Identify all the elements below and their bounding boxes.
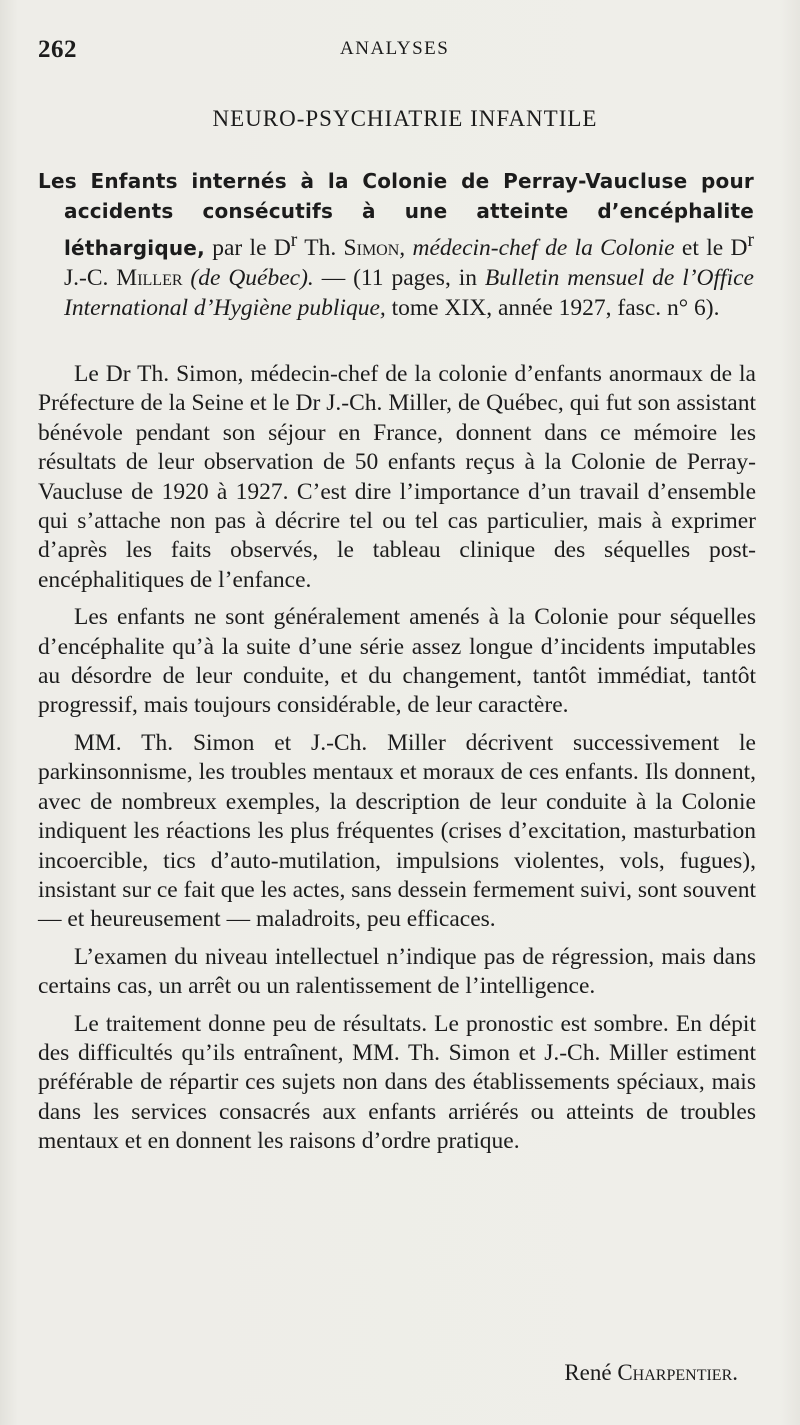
reference-author1-name: Simon <box>343 234 400 261</box>
reference-title: Les Enfants internés à la Colonie de Perray-Vaucluse pour accidents consécutifs à une atteinte d’encéphalite léthargique, <box>38 169 754 260</box>
review-body <box>38 360 756 1165</box>
reference-journal: Bulletin mensuel de l’Office International d’Hygiène publique, <box>64 264 754 321</box>
author-signature <box>564 1360 738 1386</box>
reference-details-post: tome XIX, année 1927, fasc. n° 6). <box>385 294 720 321</box>
reference-and: et le D <box>674 234 748 261</box>
reference-author2-place: (de Québec). <box>182 264 314 291</box>
reference-details-pre: — (11 pages, in <box>313 264 485 291</box>
signature-last-name: Charpentier. <box>617 1360 738 1385</box>
reference-author1: Th. <box>304 234 344 261</box>
reference-by: par le D <box>212 234 291 261</box>
bibliographic-reference <box>38 166 754 323</box>
reference-dr2-sup: r <box>747 230 754 251</box>
reference-author2-name: Miller <box>116 264 183 291</box>
running-title: ANALYSES <box>340 38 450 59</box>
paragraph: Les enfants ne sont généralement amenés à la Colonie pour séquelles d’encéphalite qu’à la suite d’une série assez longue d’incidents imputables au désordre de leur conduite, et du changement, tantôt immédiat, tantôt progressif, mais toujours considérable, de leur caractère. <box>38 604 756 719</box>
paragraph: L’examen du niveau intellectuel n’indique pas de régression, mais dans certains cas, un arrêt ou un ralentissement de l’intelligence. <box>38 943 756 1000</box>
reference-author2: J.-C. <box>64 264 117 291</box>
running-header <box>38 36 760 70</box>
paragraph: MM. Th. Simon et J.-Ch. Miller décrivent successivement le parkinsonnisme, les troubles mentaux et moraux de ces enfants. Ils donnent, avec de nombreux exemples, la description de leur conduite à la Colonie indiquent les réactions les plus fréquentes (crises d’excitation, masturbation incoercible, tics d’auto-mutilation, impulsions violentes, vols, fugues), insistant sur ce fait que les actes, sans dessein fermement suivi, sont souvent — et heureusement — maladroits, peu efficaces. <box>38 729 756 933</box>
section-title: NEURO-PSYCHIATRIE INFANTILE <box>212 106 598 131</box>
page-number: 262 <box>38 36 77 63</box>
paragraph: Le traitement donne peu de résultats. Le pronostic est sombre. En dépit des difficultés qu’ils entraînent, MM. Th. Simon et J.-Ch. Miller estiment préférable de répartir ces sujets non dans des établissements spéciaux, mais dans les services consacrés aux enfants arriérés ou atteints de troubles mentaux et en donnent les raisons d’ordre pratique. <box>38 1010 756 1155</box>
reference-dr-sup: r <box>290 230 298 251</box>
reference-author1-role: , médecin-chef de la Colonie <box>399 234 675 261</box>
paragraph: Le Dr Th. Simon, médecin-chef de la colonie d’enfants anormaux de la Préfecture de la Seine et le Dr J.-Ch. Miller, de Québec, qui fut son assistant bénévole pendant son séjour en France, donnent dans ce mémoire les résultats de leur observation de 50 enfants reçus à la Colonie de Perray-Vaucluse de 1920 à 1927. C’est dire l’importance d’un travail d’ensemble qui s’attache non pas à décrire tel ou tel cas particulier, mais à exprimer d’après les faits observés, le tableau clinique des séquelles post-encéphalitiques de l’enfance. <box>38 361 756 593</box>
signature-first-name: René <box>564 1360 618 1385</box>
